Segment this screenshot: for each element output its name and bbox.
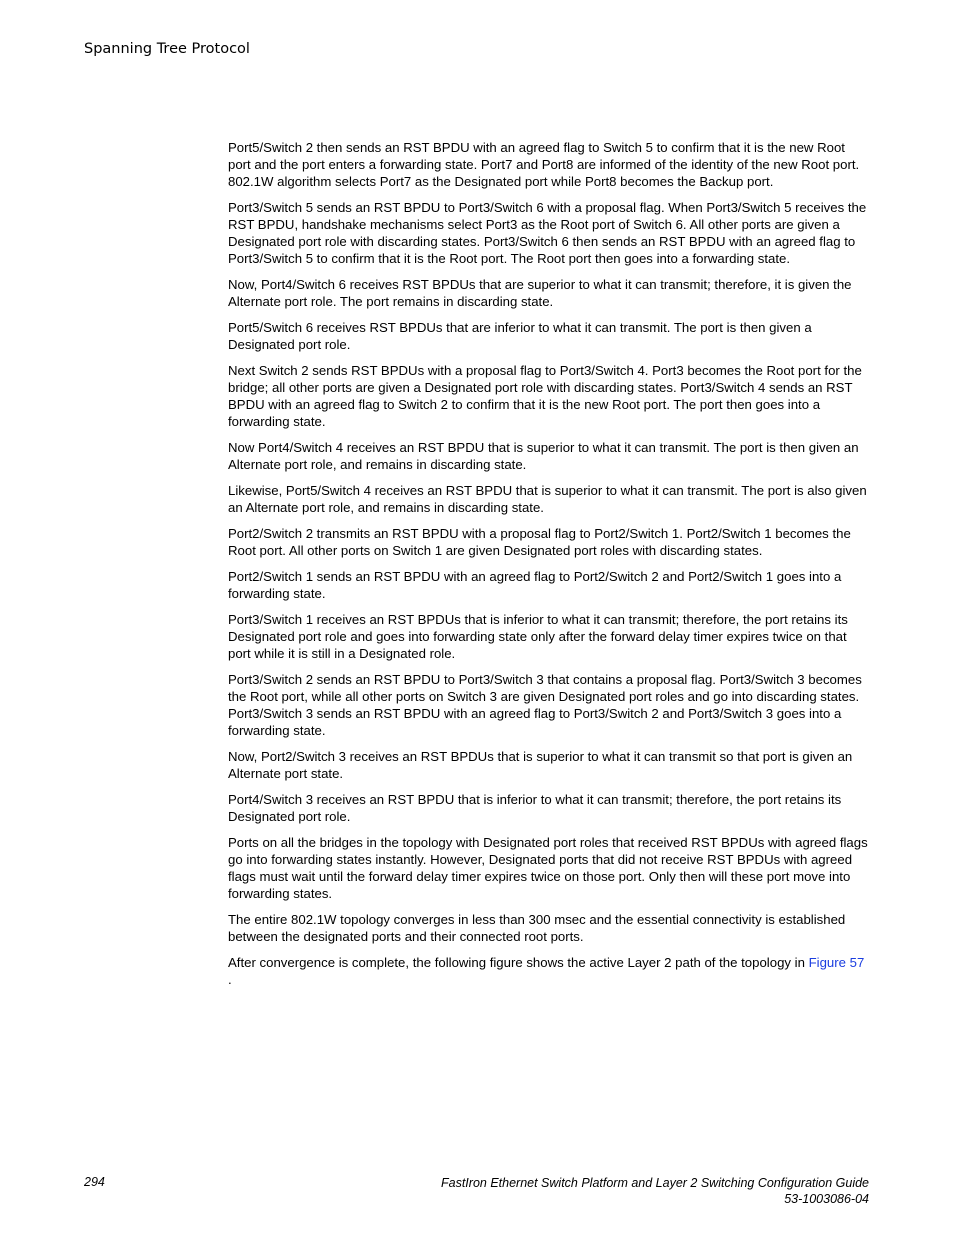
running-header: Spanning Tree Protocol bbox=[84, 41, 250, 57]
paragraph: Port3/Switch 5 sends an RST BPDU to Port3/Switch 6 with a proposal flag. When Port3/Switch 5 receives the RST BPDU, handshake mechanisms select Port3 as the Root port of Switch 6. All other ports are given a Designated port role with discarding states. Port3/Switch 6 then sends an RST BPDU with an agreed flag to Port3/Switch 5 to confirm that it is the Root port. The Root port then goes into a forwarding state. bbox=[228, 200, 867, 266]
doc-title: FastIron Ethernet Switch Platform and Layer 2 Switching Configuration Guide bbox=[441, 1176, 869, 1190]
paragraph: Port2/Switch 2 transmits an RST BPDU with a proposal flag to Port2/Switch 1. Port2/Switch 1 becomes the Root port. All other ports on Switch 1 are given Designated port roles with discarding states. bbox=[228, 526, 851, 558]
paragraph: Port5/Switch 2 then sends an RST BPDU with an agreed flag to Switch 5 to confirm that it is the new Root port and the port enters a forwarding state. Port7 and Port8 are informed of the identity of the new Root port. 802.1W algorithm selects Port7 as the Designated port while Port8 becomes the Backup port. bbox=[228, 140, 860, 189]
paragraph: Likewise, Port5/Switch 4 receives an RST BPDU that is superior to what it can transmit. The port is also given an Alternate port role, and remains in discarding state. bbox=[228, 483, 867, 515]
paragraph: Now, Port4/Switch 6 receives RST BPDUs that are superior to what it can transmit; therefore, it is given the Alternate port role. The port remains in discarding state. bbox=[228, 277, 852, 309]
paragraph: Port3/Switch 1 receives an RST BPDUs that is inferior to what it can transmit; therefore, the port retains its Designated port role and goes into forwarding state only after the forward delay timer expires twice on that port while it is still in a Designated role. bbox=[228, 612, 848, 661]
doc-number: 53-1003086-04 bbox=[784, 1192, 869, 1206]
paragraph: Port2/Switch 1 sends an RST BPDU with an agreed flag to Port2/Switch 2 and Port2/Switch 1 goes into a forwarding state. bbox=[228, 569, 842, 601]
paragraph: Next Switch 2 sends RST BPDUs with a proposal flag to Port3/Switch 4. Port3 becomes the Root port for the bridge; all other ports are given a Designated port role with discarding states. Port3/Switch 4 sends an RST BPDU with an agreed flag to Switch 2 to confirm that it is the new Root port. The port then goes into a forwarding state. bbox=[228, 363, 862, 429]
paragraph-trailing: . bbox=[228, 972, 232, 987]
paragraph: Port3/Switch 2 sends an RST BPDU to Port3/Switch 3 that contains a proposal flag. Port3/Switch 3 becomes the Root port, while all other ports on Switch 3 are given Designated port roles and go into discarding states. Port3/Switch 3 sends an RST BPDU with an agreed flag to Port3/Switch 2 and Port3/Switch 3 goes into a forwarding state. bbox=[228, 672, 862, 738]
paragraph: Port5/Switch 6 receives RST BPDUs that are inferior to what it can transmit. The port is then given a Designated port role. bbox=[228, 320, 812, 352]
paragraph: Now, Port2/Switch 3 receives an RST BPDUs that is superior to what it can transmit so that port is given an Alternate port state. bbox=[228, 749, 853, 781]
paragraph: The entire 802.1W topology converges in less than 300 msec and the essential connectivity is established between the designated ports and their connected root ports. bbox=[228, 912, 846, 944]
figure-57-link[interactable]: Figure 57 bbox=[808, 955, 865, 970]
paragraph: Now Port4/Switch 4 receives an RST BPDU that is superior to what it can transmit. The port is then given an Alternate port role, and remains in discarding state. bbox=[228, 440, 859, 472]
paragraph-text: After convergence is complete, the following figure shows the active Layer 2 path of the topology in bbox=[228, 955, 809, 970]
page-number: 294 bbox=[84, 1175, 105, 1189]
paragraph: Port4/Switch 3 receives an RST BPDU that is inferior to what it can transmit; therefore, the port retains its Designated port role. bbox=[228, 792, 842, 824]
footer-doc-info bbox=[441, 1175, 869, 1207]
paragraph-with-link bbox=[228, 954, 868, 988]
body-text bbox=[228, 139, 868, 997]
paragraph: Ports on all the bridges in the topology with Designated port roles that received RST BPDUs with agreed flags go into forwarding states instantly. However, Designated ports that did not receive RST BPDUs with agreed flags must wait until the forward delay timer expires twice on those port. Only then will these port move into forwarding states. bbox=[228, 835, 868, 901]
